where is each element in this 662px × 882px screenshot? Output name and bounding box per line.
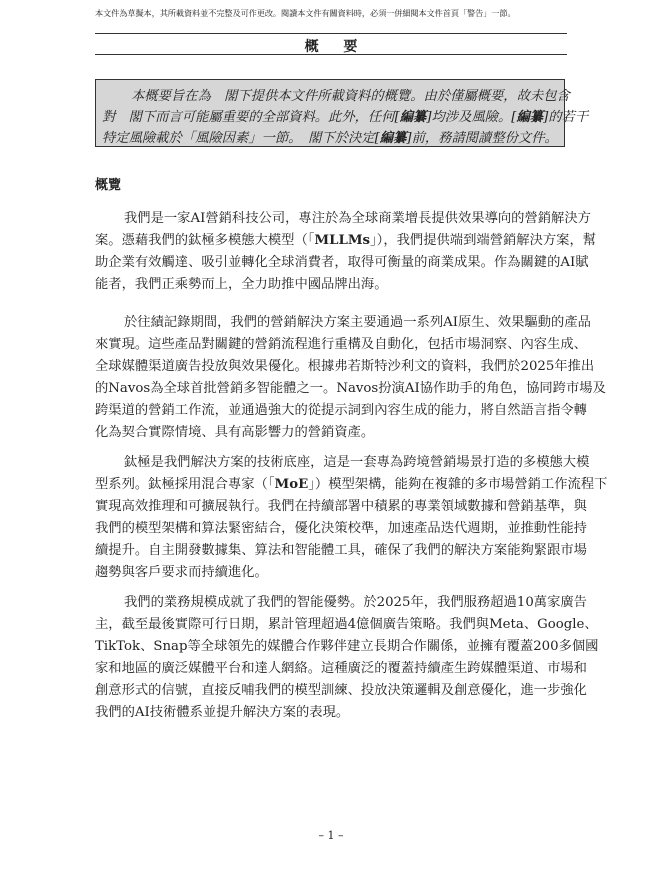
- text-line: [95, 518, 587, 540]
- text-line: [95, 540, 587, 562]
- text-line: [95, 496, 587, 518]
- draft-notice: 本文件為草擬本，其所載資料並不完整及可作更改。閱讀本文件有關資料時，必須一併細閱本文件首頁「警告」一節。: [95, 8, 516, 18]
- text-line: [95, 400, 587, 422]
- text-segment: 全球媒體渠道廣告投放與效果優化。根據弗若斯特沙利文的資料，我們於2025年推出: [95, 359, 595, 374]
- text-segment: ]的若干: [543, 110, 589, 125]
- paragraph: [95, 208, 597, 296]
- text-segment: 對 閣下而言可能屬重要的全部資料。此外，任何[: [102, 110, 400, 125]
- text-line: [95, 562, 567, 584]
- text-segment: 我們的模型架構和算法緊密結合，優化決策校準，加速產品迭代週期，並推動性能持: [95, 521, 587, 536]
- text-segment: 助企業有效觸達、吸引並轉化全球消費者，取得可衡量的商業成果。作為關鍵的AI賦: [95, 255, 589, 270]
- text-segment: 的Navos為全球首批營銷多智能體之一。Navos扮演AI協作助手的角色，協同跨市場及: [95, 381, 606, 396]
- text-segment: 能者，我們正乘勢而上，全力助推中國品牌出海。: [95, 277, 388, 292]
- text-line: [95, 702, 567, 724]
- text-line: [95, 614, 598, 636]
- text-segment: 鈦極是我們解決方案的技術底座，這是一套專為跨境營銷場景打造的多模態大模: [124, 455, 590, 470]
- text-line: [95, 636, 599, 658]
- bold-term: 編纂: [379, 131, 407, 146]
- text-line: [95, 312, 591, 334]
- text-line: [95, 274, 567, 296]
- bold-term: MLLMs: [314, 233, 371, 248]
- paragraph: [95, 312, 606, 444]
- text-line: [95, 680, 587, 702]
- bold-term: 編纂: [399, 110, 427, 125]
- text-segment: 家和地區的廣泛媒體平台和達人網絡。這種廣泛的覆蓋持續產生跨媒體渠道、市場和: [95, 661, 587, 676]
- text-segment: 創意形式的信號，直接反哺我們的模型訓練、投放決策邏輯及創意優化，進一步強化: [95, 683, 587, 698]
- text-line: [95, 334, 587, 356]
- text-segment: 我們的業務規模成就了我們的智能優勢。於2025年，我們服務超過10萬家廣告: [124, 595, 587, 610]
- text-segment: 我們的AI技術體系並提升解決方案的表現。: [95, 705, 350, 720]
- text-line: [95, 208, 591, 230]
- text-segment: TikTok、Snap等全球領先的媒體合作夥伴建立長期合作關係，並擁有覆蓋200多個國: [95, 639, 599, 654]
- bold-term: 編纂: [516, 110, 544, 125]
- text-segment: 特定風險載於「風險因素」一節。 閣下於決定[: [102, 131, 380, 146]
- page-title: 概 要: [304, 39, 358, 55]
- text-line: [95, 230, 597, 252]
- text-segment: ]均涉及風險。[: [426, 110, 517, 125]
- text-segment: 化為契合實際情境、具有高影響力的營銷資產。: [95, 425, 375, 440]
- text-segment: 」），我們提供端到端營銷解決方案，幫: [370, 233, 597, 248]
- text-line: [95, 378, 606, 400]
- text-line: [95, 658, 587, 680]
- text-segment: 於往績記錄期間，我們的營銷解決方案主要通過一系列AI原生、效果驅動的產品: [124, 315, 591, 330]
- text-segment: 實現高效推理和可擴展執行。我們在持續部署中積累的專業領域數據和營銷基準，與: [95, 499, 587, 514]
- section-heading: 概覽: [95, 178, 122, 193]
- title-bottom-rule: [95, 54, 567, 55]
- text-line: [95, 356, 595, 378]
- text-line: [95, 452, 590, 474]
- paragraph: [95, 452, 608, 584]
- text-segment: 我們是一家AI營銷科技公司，專注於為全球商業增長提供效果導向的營銷解決方: [124, 211, 591, 226]
- text-line: [95, 252, 589, 274]
- text-segment: 」）模型架構，能夠在複雜的多市場營銷工作流程下: [308, 477, 608, 492]
- text-line: [95, 422, 567, 444]
- intro-notice-box: [95, 79, 589, 147]
- text-segment: 型系列。鈦極採用混合專家（「: [95, 477, 275, 492]
- text-line: [102, 107, 589, 128]
- page-number: – 1 –: [318, 829, 344, 842]
- text-segment: 續提升。自主開發數據集、算法和智能體工具，確保了我們的解決方案能夠緊跟市場: [95, 543, 587, 558]
- paragraph: [95, 592, 599, 724]
- text-segment: 案。憑藉我們的鈦極多模態大模型（「: [95, 233, 315, 248]
- text-segment: 趨勢與客戶要求而持續進化。: [95, 565, 268, 580]
- text-line: [102, 86, 570, 107]
- text-line: [95, 592, 587, 614]
- text-line: [102, 128, 558, 149]
- text-segment: 跨渠道的營銷工作流，並通過強大的從提示詞到內容生成的能力，將自然語言指令轉: [95, 403, 587, 418]
- text-segment: 本概要旨在為 閣下提供本文件所載資料的概覽。由於僅屬概要，故未包含: [131, 89, 570, 104]
- text-segment: 主，截至最後實際可行日期，累計管理超過4億個廣告策略。我們與Meta、Google、: [95, 617, 598, 632]
- title-top-rule: [95, 33, 567, 34]
- text-line: [95, 474, 608, 496]
- bold-term: MoE: [274, 477, 309, 492]
- text-segment: ]前，務請閱讀整份文件。: [406, 131, 558, 146]
- text-segment: 來實現。這些產品對關鍵的營銷流程進行重構及自動化，包括市場洞察、內容生成、: [95, 337, 587, 352]
